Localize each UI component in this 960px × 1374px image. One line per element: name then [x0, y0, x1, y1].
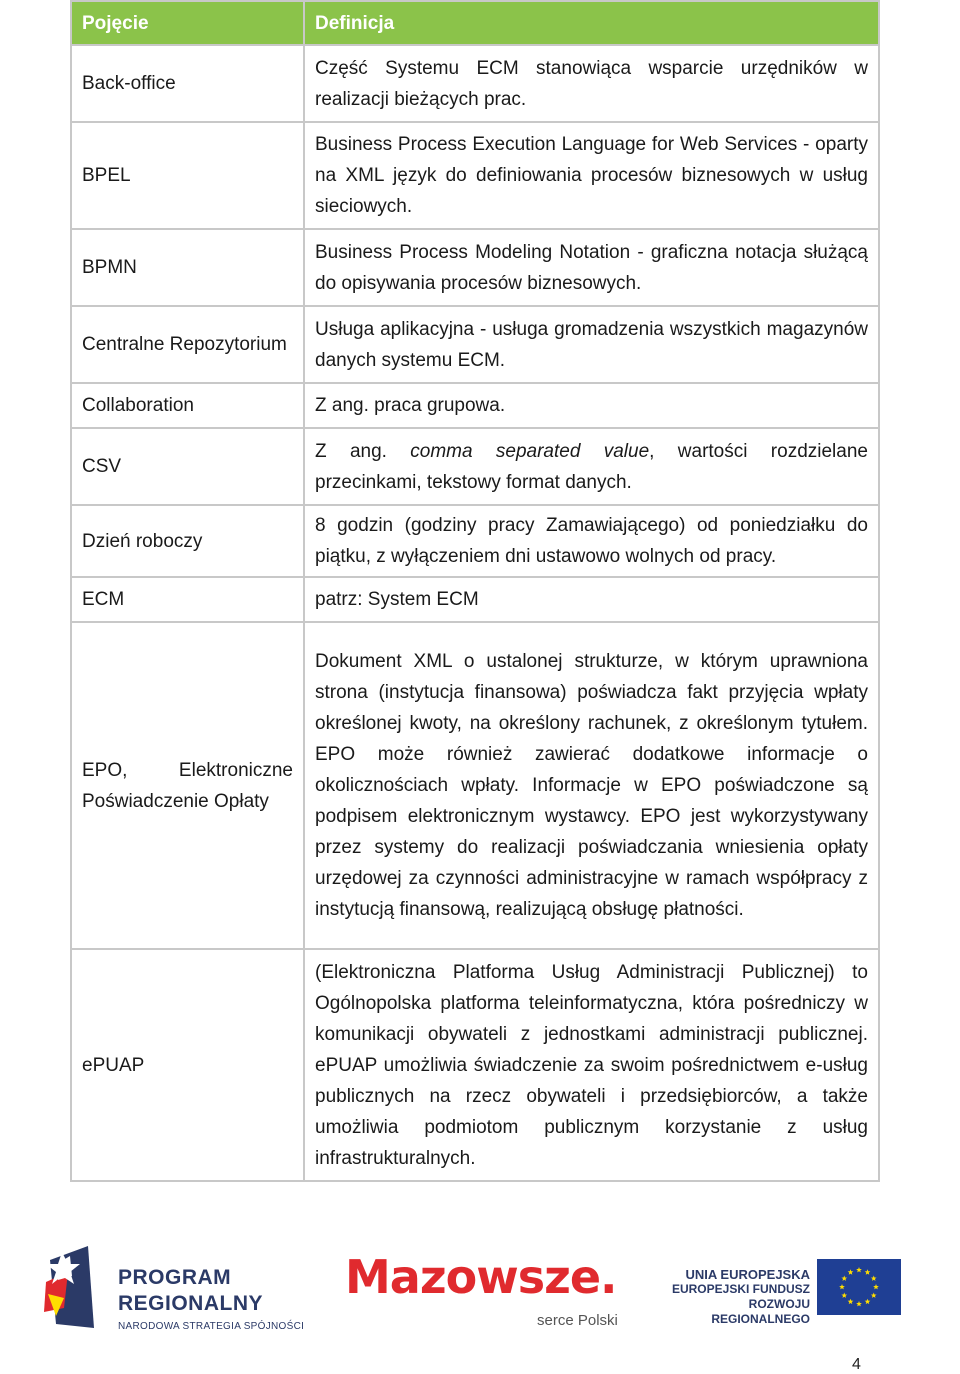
glossary-table	[70, 0, 880, 1182]
header-definition: Definicja	[304, 1, 879, 45]
table-row	[71, 122, 879, 229]
definition-cell	[304, 428, 879, 505]
definition-cell: Z ang. praca grupowa.	[304, 383, 879, 428]
term-cell: Collaboration	[71, 383, 304, 428]
term-cell: ECM	[71, 577, 304, 622]
eu-line-2: EUROPEJSKI FUNDUSZ	[671, 1282, 810, 1296]
program-regionalny-emblem-icon	[42, 1242, 98, 1332]
definition-cell: 8 godzin (godziny pracy Zamawiającego) od poniedziałku do piątku, z wyłączeniem dni ustawowo wolnych od pracy.	[304, 505, 879, 577]
mazowsze-logo	[345, 1250, 635, 1340]
csv-def-suffix: , wartości rozdzielane przecinkami, tekstowy format danych.	[315, 440, 868, 493]
table-row	[71, 45, 879, 122]
strategia-text: NARODOWA STRATEGIA SPÓJNOŚCI	[118, 1321, 305, 1332]
table-row	[71, 306, 879, 383]
table-row	[71, 383, 879, 428]
page-number: 4	[852, 1356, 861, 1373]
program-regionalny-logo	[42, 1242, 322, 1332]
definition-cell: Dokument XML o ustalonej strukturze, w którym uprawniona strona (instytucja finansowa) poświadcza fakt przyjęcia wpłaty określonej kwoty, na określony rachunek, z określonym tytułem. EPO może również zawierać dodatkowe informacje o okolicznościach wpłaty. Informacje w EPO poświadczone są podpisem elektronicznym wystawcy. EPO jest wykorzystywany przez systemy do realizacji poświadczania wniesienia opłaty urzędowej za czynności administracyjne w ramach współpracy z instytucją finansową, realizującą obsługę płatności.	[304, 622, 879, 949]
term-cell: Centralne Repozytorium	[71, 306, 304, 383]
definition-cell: patrz: System ECM	[304, 577, 879, 622]
mazowsze-wordmark: Mazowsze.	[345, 1250, 617, 1304]
program-text: PROGRAM	[118, 1266, 232, 1289]
regionalny-text: REGIONALNY	[118, 1292, 264, 1315]
term-cell: ePUAP	[71, 949, 304, 1181]
eu-flag-icon	[817, 1259, 901, 1315]
table-row	[71, 949, 879, 1181]
eu-line-1: UNIA EUROPEJSKA	[685, 1267, 810, 1282]
term-cell: BPMN	[71, 229, 304, 306]
table-header-row	[71, 1, 879, 45]
table-row	[71, 229, 879, 306]
definition-cell: Business Process Modeling Notation - graficzna notacja służącą do opisywania procesów biznesowych.	[304, 229, 879, 306]
term-cell: BPEL	[71, 122, 304, 229]
definition-cell: Business Process Execution Language for Web Services - oparty na XML język do definiowania procesów biznesowych w usług sieciowych.	[304, 122, 879, 229]
term-cell: Back-office	[71, 45, 304, 122]
eu-line-3: ROZWOJU REGIONALNEGO	[711, 1297, 810, 1326]
term-cell: CSV	[71, 428, 304, 505]
footer-logos	[0, 1230, 960, 1350]
mazowsze-tagline: serce Polski	[537, 1312, 618, 1329]
definition-cell: Część Systemu ECM stanowiąca wsparcie urzędników w realizacji bieżących prac.	[304, 45, 879, 122]
header-term: Pojęcie	[71, 1, 304, 45]
table-row	[71, 505, 879, 577]
definition-cell: (Elektroniczna Platforma Usług Administracji Publicznej) to Ogólnopolska platforma teleinformatyczna, która pośredniczy w komunikacji obywateli z jednostkami administracji publicznej. ePUAP umożliwia świadczenie za swoim pośrednictwem e-usług publicznych na rzecz obywateli i przedsiębiorców, a także umożliwia podmiotom publicznym korzystanie z usług infrastrukturalnych.	[304, 949, 879, 1181]
csv-def-prefix: Z ang.	[315, 440, 411, 462]
table-row	[71, 428, 879, 505]
definition-cell: Usługa aplikacyjna - usługa gromadzenia wszystkich magazynów danych systemu ECM.	[304, 306, 879, 383]
table-row	[71, 577, 879, 622]
term-cell: EPO, Elektroniczne Poświadczenie Opłaty	[71, 622, 304, 949]
eu-text-block	[668, 1267, 810, 1327]
term-cell: Dzień roboczy	[71, 505, 304, 577]
table-row	[71, 622, 879, 949]
csv-def-italic: comma separated value	[410, 440, 650, 462]
